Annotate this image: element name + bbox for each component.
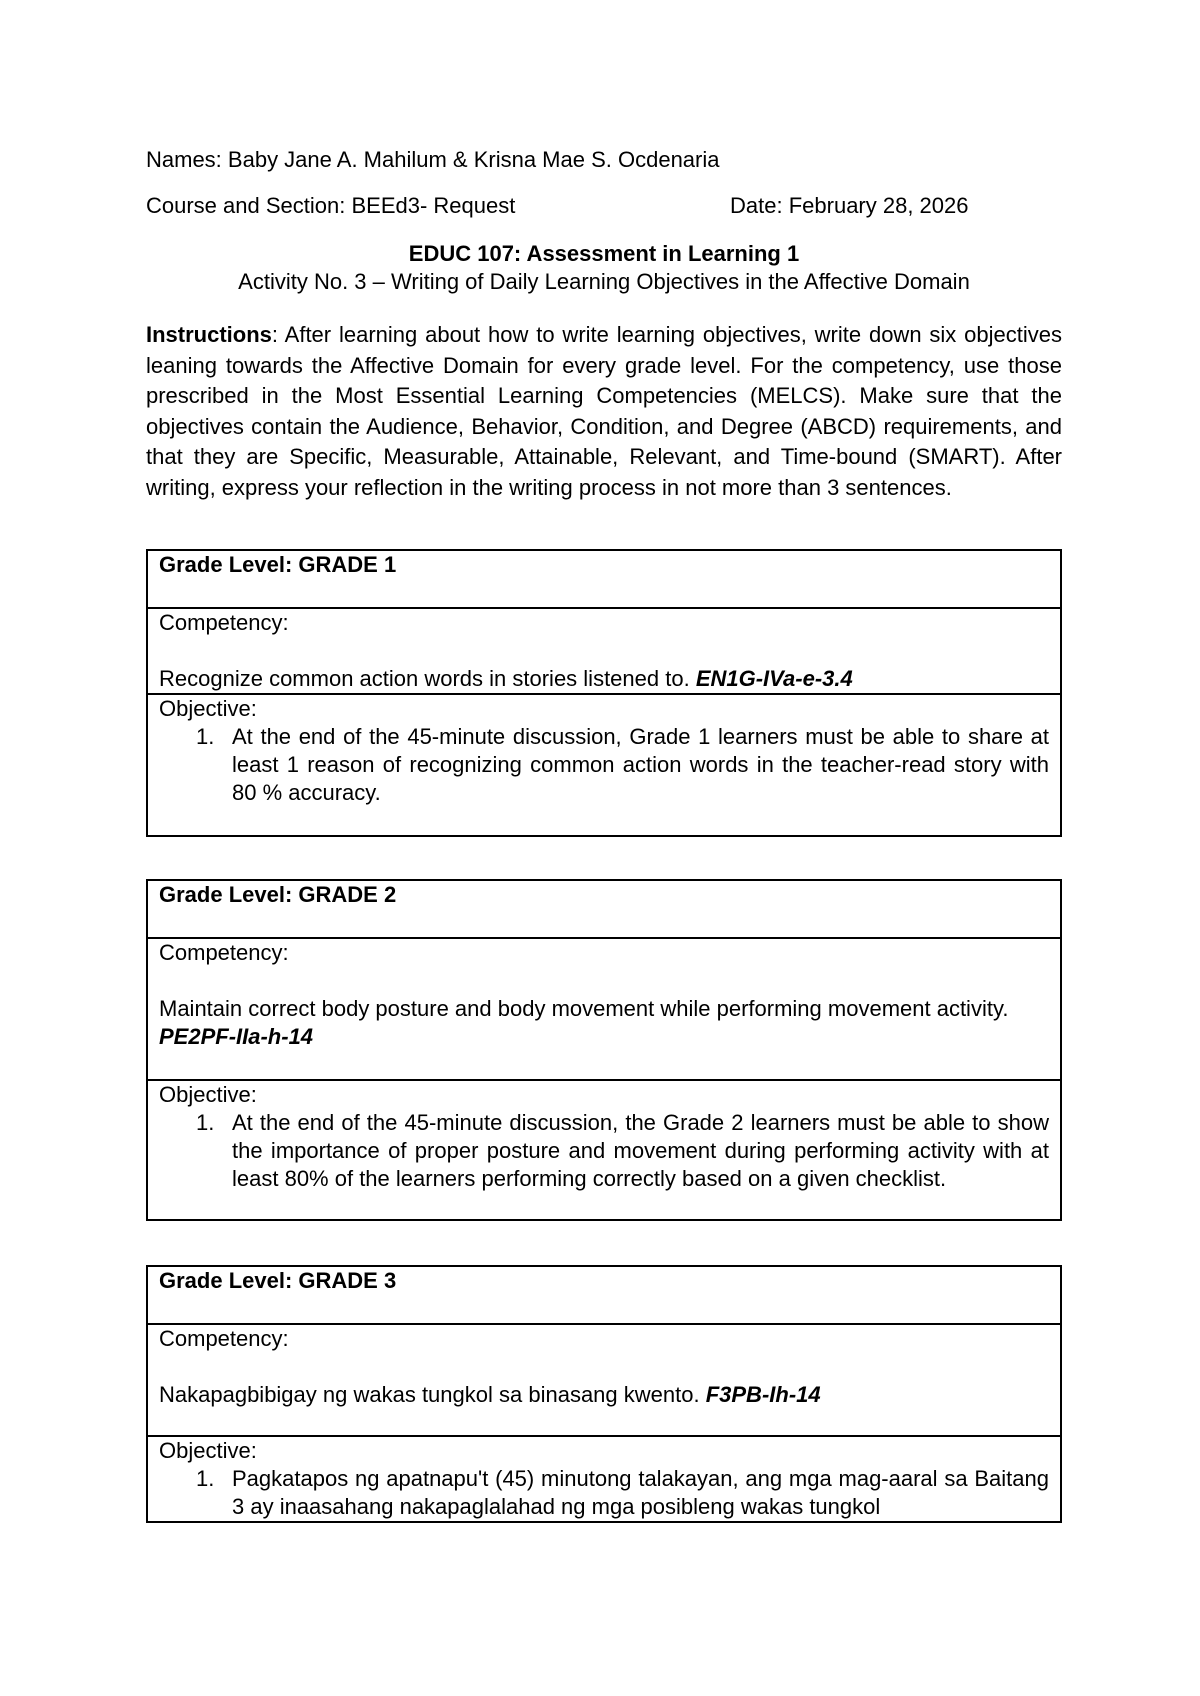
grade-3-objective-number: 1. xyxy=(196,1466,215,1491)
grade-3-objective-item xyxy=(159,1465,1049,1521)
grade-2-competency xyxy=(159,995,1049,1051)
activity-title: Activity No. 3 – Writing of Daily Learning Objectives in the Affective Domain xyxy=(238,269,970,294)
grade-3-objective-label: Objective: xyxy=(159,1438,257,1463)
grade-3-table xyxy=(146,1265,1062,1523)
grade-1-competency xyxy=(159,665,1049,693)
course-line xyxy=(146,192,515,220)
grade-2-objective-number: 1. xyxy=(196,1110,215,1135)
grade-1-level: Grade Level: GRADE 1 xyxy=(159,552,397,577)
grade-1-competency-text: Recognize common action words in stories listened to. xyxy=(159,666,696,691)
course-value: BEEd3- Request xyxy=(351,193,516,218)
grade-1-objective-number: 1. xyxy=(196,724,215,749)
course-title: EDUC 107: Assessment in Learning 1 xyxy=(408,241,800,266)
grade-3-level-cell xyxy=(147,1266,1061,1324)
grade-1-competency-label: Competency: xyxy=(159,610,289,635)
date-label: Date: xyxy=(730,193,783,218)
grade-2-objective-text: At the end of the 45-minute discussion, the Grade 2 learners must be able to show the importance of proper posture and movement during performing activity with at least 80% of the learners performing correctly based on a given checklist. xyxy=(232,1110,1049,1191)
grade-3-objective-clip xyxy=(159,1437,1049,1521)
grade-1-level-cell xyxy=(147,550,1061,608)
names-label: Names: xyxy=(146,147,222,172)
grade-2-objective-cell xyxy=(147,1080,1061,1220)
grade-2-level-cell xyxy=(147,880,1061,938)
grade-2-competency-code: PE2PF-IIa-h-14 xyxy=(159,1024,314,1049)
grade-2-objective-item xyxy=(159,1109,1049,1193)
grade-2-level: Grade Level: GRADE 2 xyxy=(159,882,397,907)
course-label: Course and Section: xyxy=(146,193,346,218)
grade-3-competency-cell xyxy=(147,1324,1061,1436)
grade-1-objective-item xyxy=(159,723,1049,807)
instructions-label: Instructions xyxy=(146,322,272,347)
date-line xyxy=(730,192,969,220)
instructions-text: : After learning about how to write learning objectives, write down six objectives leaning towards the Affective Domain for every grade level. For the competency, use those prescribed in the Most Essential Learning Competencies (MELCS). Make sure that the objectives contain the Audience, Behavior, Condition, and Degree (ABCD) requirements, and that they are Specific, Measurable, Attainable, Relevant, and Time-bound (SMART). After writing, express your reflection in the writing process in not more than 3 sentences. xyxy=(146,322,1062,500)
grade-2-competency-cell xyxy=(147,938,1061,1080)
grade-2-objective-label: Objective: xyxy=(159,1082,257,1107)
grade-3-objective-text: Pagkatapos ng apatnapu't (45) minutong talakayan, ang mga mag-aaral sa Baitang 3 ay inaasahang nakapaglalahad ng mga posibleng wakas tungkol xyxy=(232,1466,1049,1519)
grade-1-objective-label: Objective: xyxy=(159,696,257,721)
grade-1-table xyxy=(146,549,1062,837)
instructions-paragraph xyxy=(146,320,1062,503)
grade-1-competency-cell xyxy=(147,608,1061,694)
grade-2-table xyxy=(146,879,1062,1221)
grade-1-objective-text: At the end of the 45-minute discussion, Grade 1 learners must be able to share at least 1 reason of recognizing common action words in the teacher-read story with 80 % accuracy. xyxy=(232,724,1049,805)
grade-3-level: Grade Level: GRADE 3 xyxy=(159,1268,397,1293)
grade-3-competency xyxy=(159,1381,1049,1409)
grade-1-objective-cell xyxy=(147,694,1061,836)
grade-3-objective-cell xyxy=(147,1436,1061,1522)
date-value: February 28, 2026 xyxy=(788,193,969,218)
names-line xyxy=(146,146,720,174)
grade-1-competency-code: EN1G-IVa-e-3.4 xyxy=(695,666,853,691)
grade-2-competency-label: Competency: xyxy=(159,940,289,965)
grade-3-competency-code: F3PB-Ih-14 xyxy=(705,1382,821,1407)
grade-3-competency-label: Competency: xyxy=(159,1326,289,1351)
names-value: Baby Jane A. Mahilum & Krisna Mae S. Ocdenaria xyxy=(227,147,720,172)
grade-2-competency-text: Maintain correct body posture and body movement while performing movement activity. xyxy=(159,996,1009,1021)
grade-3-competency-text: Nakapagbibigay ng wakas tungkol sa binasang kwento. xyxy=(159,1382,706,1407)
